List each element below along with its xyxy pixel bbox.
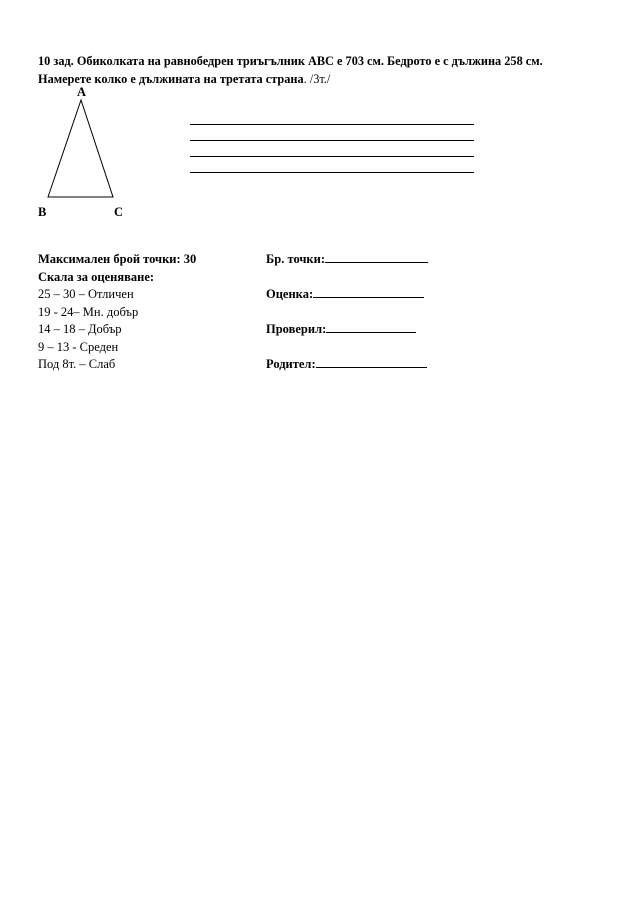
triangle-figure <box>40 96 120 202</box>
max-points-label: Максимален брой точки: 30 <box>38 252 197 266</box>
scale-item-excellent: 25 – 30 – Отличен <box>38 287 134 301</box>
checked-by-field-blank[interactable] <box>326 321 416 333</box>
points-field-label: Бр. точки: <box>266 252 325 266</box>
checked-by-field-label: Проверил: <box>266 322 327 336</box>
parent-field <box>266 356 427 374</box>
scale-item-good: 14 – 18 – Добър <box>38 322 122 336</box>
points-field <box>266 251 428 269</box>
parent-field-blank[interactable] <box>316 356 427 368</box>
checked-by-field <box>266 321 416 339</box>
answer-line-1[interactable] <box>190 124 474 125</box>
task-points-note: . /3т./ <box>303 72 331 86</box>
vertex-label-a: A <box>77 85 87 99</box>
grade-field-label: Оценка: <box>266 287 314 301</box>
scale-item-average: 9 – 13 - Среден <box>38 339 119 354</box>
parent-field-label: Родител: <box>266 357 316 371</box>
task-bold-text: 10 зад. Обиколката на равнобедрен триъгълник ABC е 703 см. Бедрото е с дължина 258 см. Намерете колко е дължината на третата страна <box>38 54 543 86</box>
vertex-label-b: B <box>38 205 47 219</box>
answer-line-3[interactable] <box>190 156 474 157</box>
points-field-blank[interactable] <box>325 251 428 263</box>
task-statement <box>38 52 598 88</box>
triangle-shape <box>48 100 113 197</box>
grade-field-blank[interactable] <box>313 286 424 298</box>
scale-title: Скала за оценяване: <box>38 269 155 284</box>
vertex-label-c: C <box>114 205 124 219</box>
grade-field <box>266 286 424 304</box>
scale-item-very-good: 19 - 24– Мн. добър <box>38 304 139 319</box>
answer-line-4[interactable] <box>190 172 474 173</box>
answer-line-2[interactable] <box>190 140 474 141</box>
scale-item-poor: Под 8т. – Слаб <box>38 357 116 371</box>
